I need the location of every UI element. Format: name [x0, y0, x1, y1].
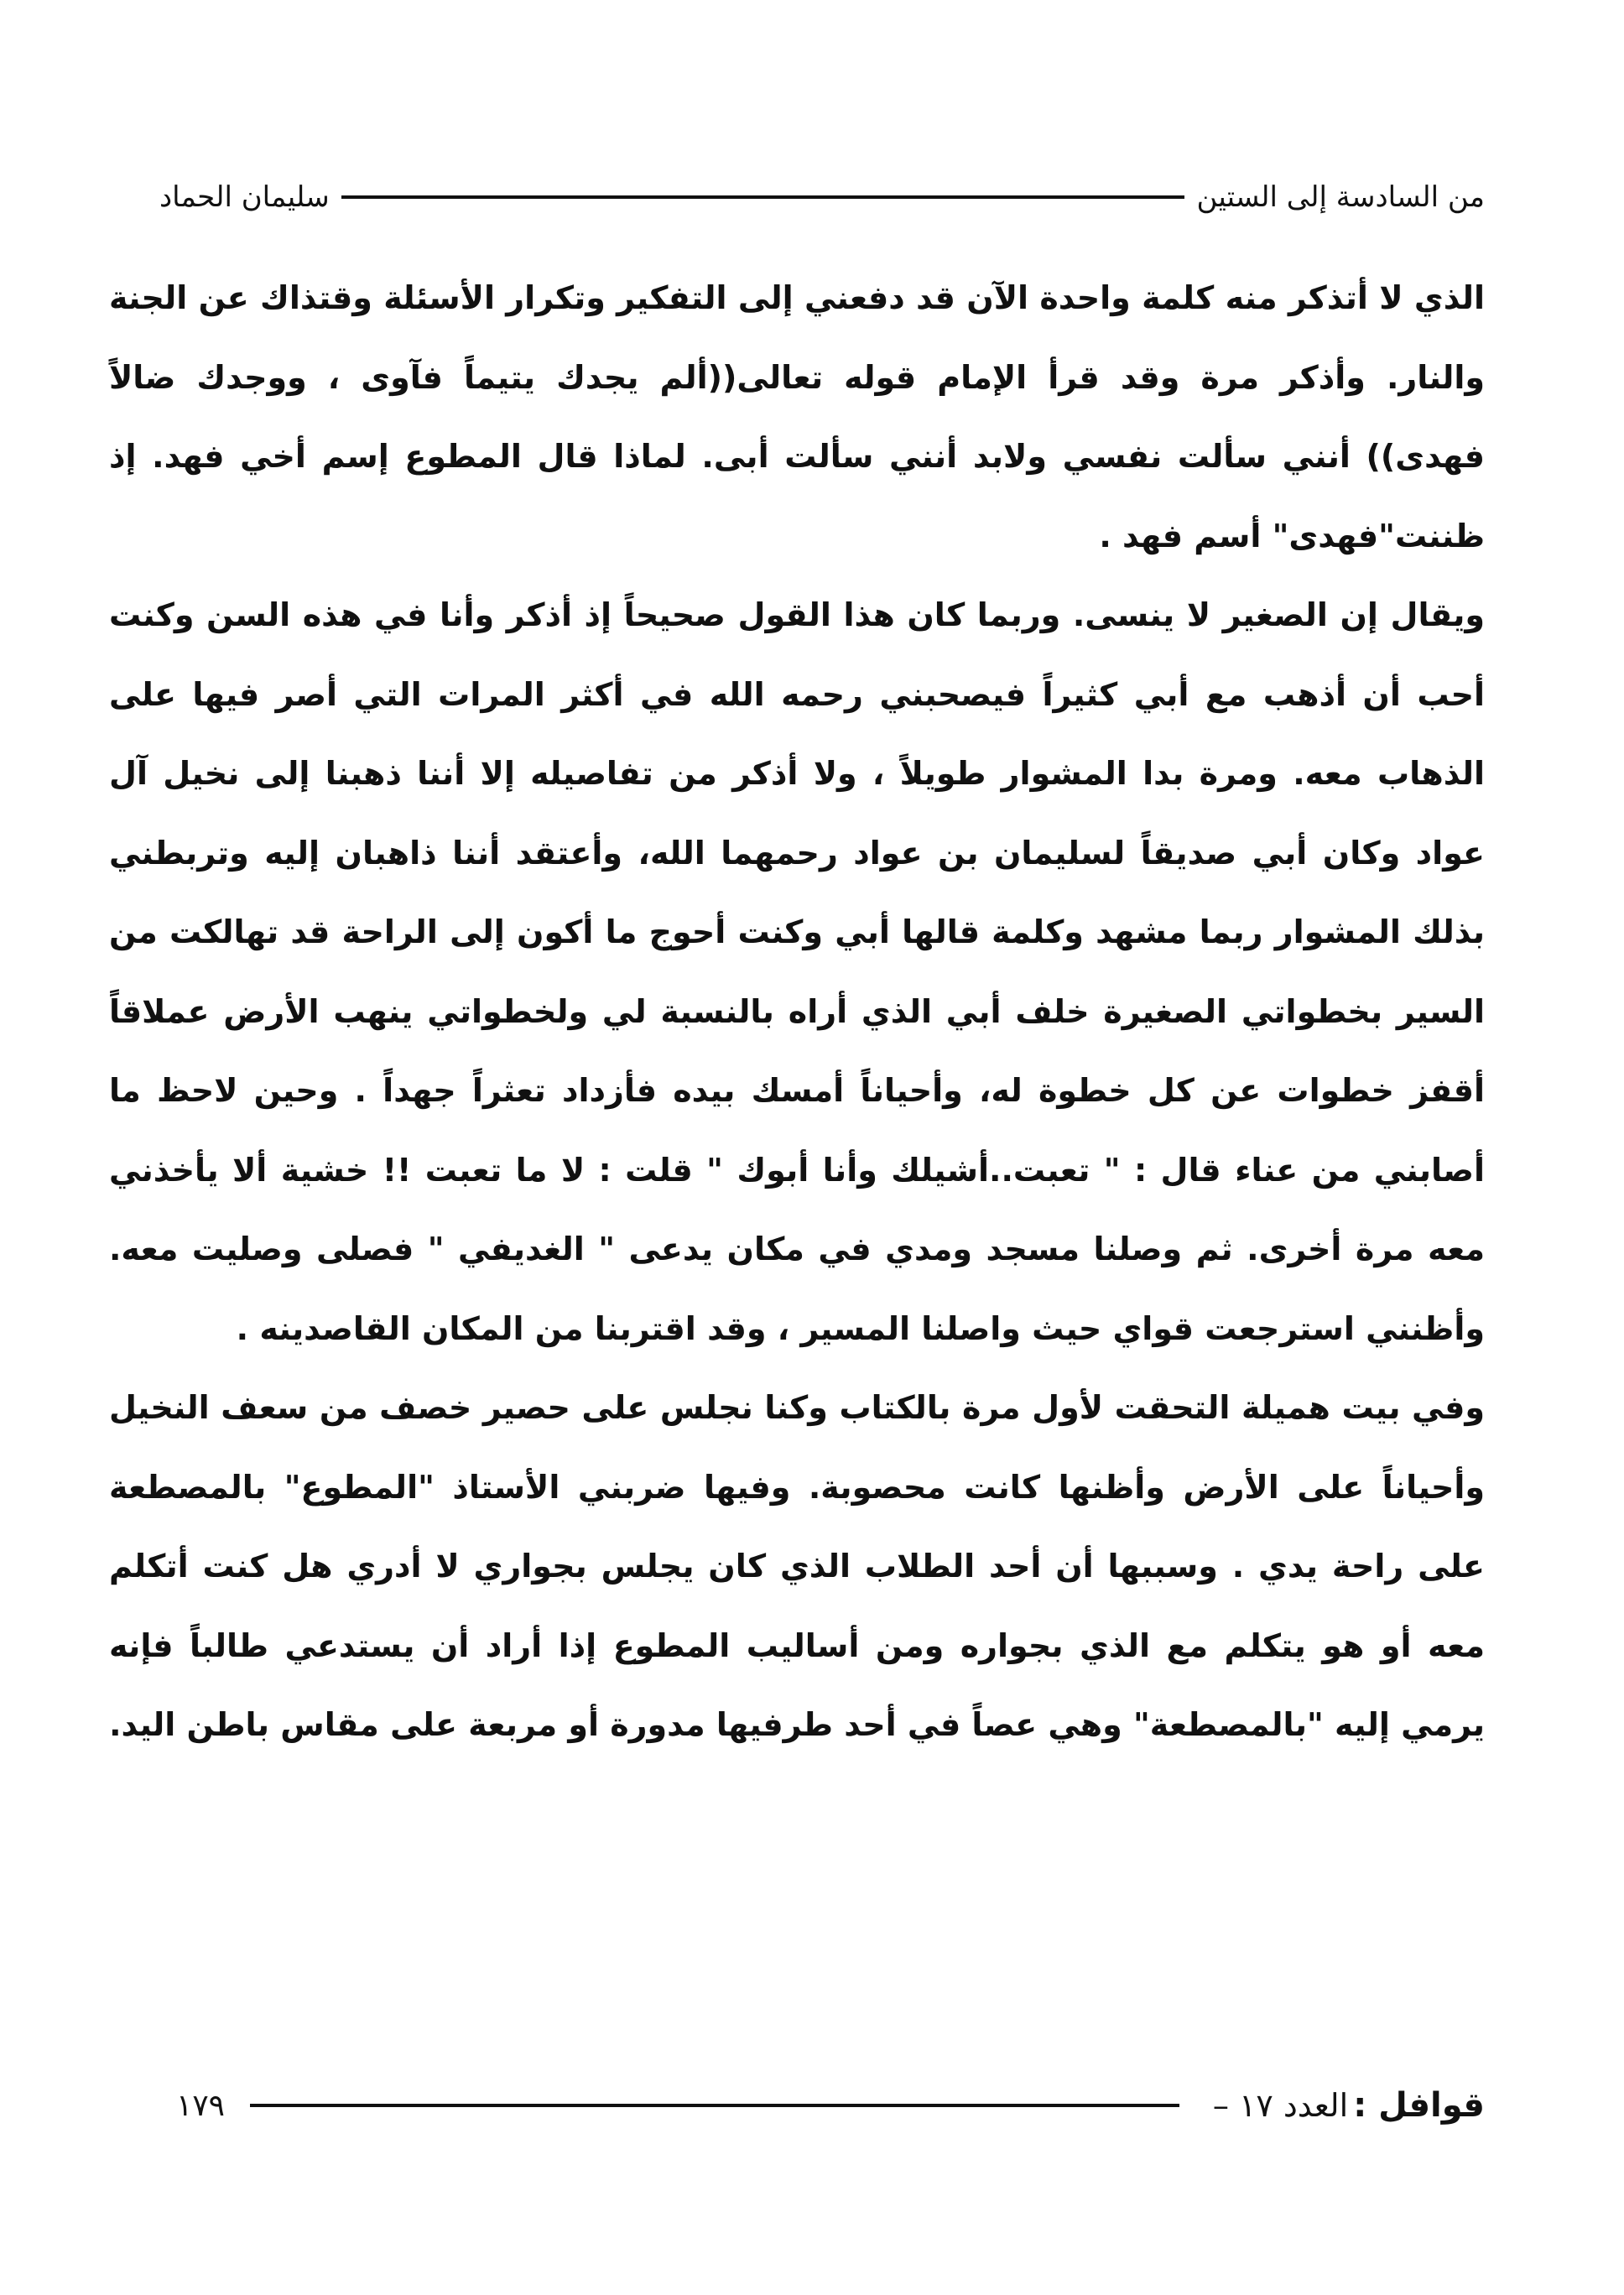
body-text — [109, 258, 1485, 1765]
footer-issue: العدد ١٧ – — [1212, 2087, 1349, 2124]
paragraph-1: الذي لا أتذكر منه كلمة واحدة الآن قد دفعني إلى التفكير وتكرار الأسئلة وقتذاك عن الجنة والنار. وأذكر مرة وقد قرأ الإمام قوله تعالى((ألم يجدك يتيماً فآوى ، ووجدك ضالاً فهدى)) أنني سألت نفسي ولابد أنني سألت أبى. لماذا قال المطوع إسم أخي فهد. إذ ظننت"فهدى" أسم فهد . — [109, 279, 1485, 554]
running-header — [159, 172, 1485, 222]
footer-journal-name: قوافل : — [1353, 2086, 1485, 2125]
page-footer — [159, 2076, 1485, 2135]
header-author: سليمان الحماد — [159, 180, 330, 214]
paragraph-2: ويقال إن الصغير لا ينسى. وربما كان هذا القول صحيحاً إذ أذكر وأنا في هذه السن وكنت أحب أن أذهب مع أبي كثيراً فيصحبني رحمه الله في أكثر المرات التي أصر فيها على الذهاب معه. ومرة بدا المشوار طويلاً ، ولا أذكر من تفاصيله إلا أننا ذهبنا إلى نخيل آل عواد وكان أبي صديقاً لسليمان بن عواد رحمهما الله، وأعتقد أننا ذاهبان إليه وتربطني بذلك المشوار ربما مشهد وكلمة قالها أبي وكنت أحوج ما أكون إلى الراحة قد تهالكت من السير بخطواتي الصغيرة خلف أبي الذي أراه بالنسبة لي ولخطواتي ينهب الأرض عملاقاً أقفز خطوات عن كل خطوة له، وأحياناً أمسك بيده فأزداد تعثراً جهداً . وحين لاحظ ما أصابني من عناء قال : " تعبت..أشيلك وأنا أبوك " قلت : لا ما تعبت !! خشية ألا يأخذني معه مرة أخرى. ثم وصلنا مسجد ومدي في مكان يدعى " الغديفي " فصلى وصليت معه. وأظنني استرجعت قواي حيث واصلنا المسير ، وقد اقتربنا من المكان القاصدينه . — [109, 596, 1485, 1347]
paragraph-3: وفي بيت هميلة التحقت لأول مرة بالكتاب وكنا نجلس على حصير خصف من سعف النخيل وأحياناً على الأرض وأظنها كانت محصوبة. وفيها ضربني الأستاذ "المطوع" بالمصطعة على راحة يدي . وسببها أن أحد الطلاب الذي كان يجلس بجواري لا أدري هل كنت أتكلم معه أو هو يتكلم مع الذي بجواره ومن أساليب المطوع إذا أراد أن يستدعي طالباً فإنه يرمي إليه "بالمصطعة" وهي عصاً في أحد طرفيها مدورة أو مربعة على مقاس باطن اليد. — [109, 1389, 1485, 1743]
header-rule — [341, 195, 1185, 199]
page-number: ١٧٩ — [176, 2088, 226, 2123]
footer-rule — [250, 2104, 1179, 2107]
header-book-title: من السادسة إلى الستين — [1196, 180, 1485, 214]
